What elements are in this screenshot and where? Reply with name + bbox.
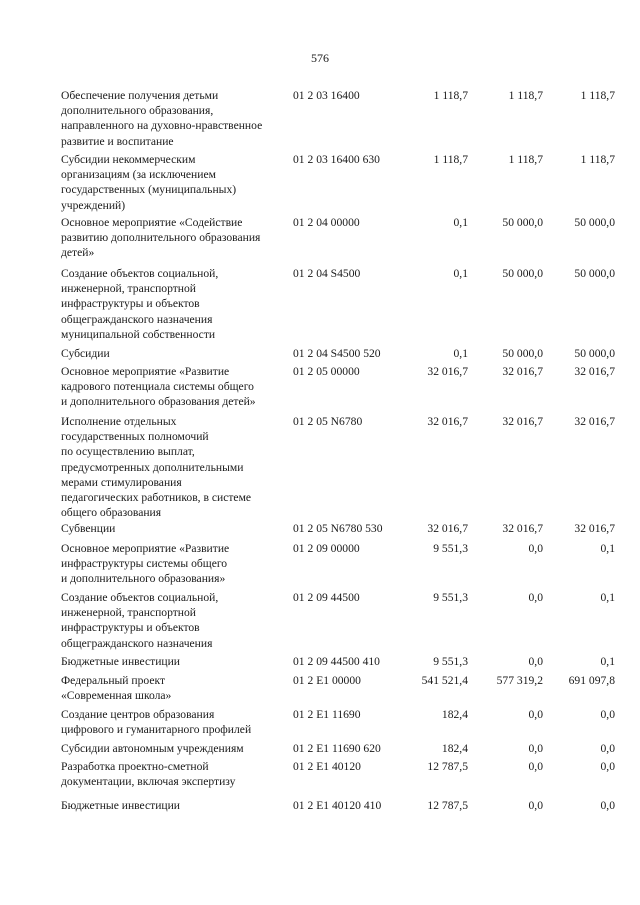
amount-year-2: 32 016,7: [502, 365, 543, 378]
description-line: и дополнительного образования»: [61, 572, 226, 586]
amount-year-3: 50 000,0: [574, 267, 615, 280]
amount-year-2: 50 000,0: [502, 267, 543, 280]
budget-code: 01 2 03 16400 630: [293, 153, 380, 166]
description-line: дополнительного образования,: [61, 104, 214, 118]
description-line: муниципальной собственности: [61, 327, 216, 341]
description-line: Основное мероприятие «Развитие: [61, 542, 230, 555]
amount-year-1: 1 118,7: [433, 153, 468, 166]
description-line: Субсидии автономным учреждениям: [61, 742, 244, 755]
description-line: учреждений): [61, 198, 126, 212]
amount-year-2: 0,0: [528, 708, 543, 721]
budget-code: 01 2 E1 00000: [293, 674, 361, 687]
amount-year-2: 50 000,0: [502, 347, 543, 360]
amount-year-3: 0,0: [600, 742, 615, 755]
row-description: [61, 266, 291, 342]
row-description: [61, 741, 291, 756]
description-line: Бюджетные инвестиции: [61, 799, 181, 812]
amount-year-2: 0,0: [528, 760, 543, 773]
description-line: педагогических работников, в системе: [61, 491, 252, 505]
row-description: [61, 215, 291, 261]
amount-year-1: 32 016,7: [427, 522, 468, 535]
row-description: [61, 88, 291, 149]
description-line: Создание объектов социальной,: [61, 591, 219, 604]
description-line: кадрового потенциала системы общего: [61, 380, 254, 394]
amount-year-1: 32 016,7: [427, 415, 468, 428]
description-line: Создание центров образования: [61, 708, 215, 721]
budget-code: 01 2 E1 11690 620: [293, 742, 381, 755]
amount-year-1: 0,1: [453, 216, 468, 229]
amount-year-3: 1 118,7: [580, 153, 615, 166]
description-line: Исполнение отдельных: [61, 415, 177, 428]
description-line: направленного на духовно-нравственное: [61, 119, 263, 133]
amount-year-2: 1 118,7: [508, 89, 543, 102]
description-line: развитие и воспитание: [61, 134, 174, 148]
description-line: государственных полномочий: [61, 430, 209, 444]
description-line: Субсидии: [61, 347, 110, 360]
budget-code: 01 2 04 00000: [293, 216, 360, 229]
description-line: предусмотренных дополнительными: [61, 460, 244, 474]
amount-year-1: 0,1: [453, 347, 468, 360]
amount-year-2: 32 016,7: [502, 522, 543, 535]
amount-year-2: 0,0: [528, 655, 543, 668]
amount-year-3: 0,1: [600, 655, 615, 668]
description-line: детей»: [61, 246, 95, 260]
row-description: [61, 654, 291, 669]
description-line: инфраструктуры и объектов: [61, 621, 200, 635]
row-description: [61, 521, 291, 536]
amount-year-2: 0,0: [528, 542, 543, 555]
description-line: общегражданского назначения: [61, 636, 213, 650]
amount-year-3: 50 000,0: [574, 347, 615, 360]
budget-code: 01 2 09 00000: [293, 542, 360, 555]
description-line: «Современная школа»: [61, 689, 172, 703]
amount-year-1: 182,4: [441, 742, 468, 755]
budget-code: 01 2 09 44500 410: [293, 655, 380, 668]
row-description: [61, 152, 291, 213]
description-line: инфраструктуры и объектов: [61, 297, 200, 311]
amount-year-3: 0,0: [600, 708, 615, 721]
amount-year-2: 32 016,7: [502, 415, 543, 428]
description-line: Субвенции: [61, 522, 116, 535]
amount-year-2: 0,0: [528, 591, 543, 604]
amount-year-2: 0,0: [528, 742, 543, 755]
amount-year-3: 32 016,7: [574, 365, 615, 378]
amount-year-1: 9 551,3: [433, 542, 468, 555]
amount-year-3: 0,1: [600, 542, 615, 555]
row-description: [61, 759, 291, 789]
amount-year-2: 0,0: [528, 799, 543, 812]
budget-code: 01 2 E1 40120: [293, 760, 361, 773]
description-line: и дополнительного образования детей»: [61, 395, 256, 409]
description-line: документации, включая экспертизу: [61, 775, 236, 789]
description-line: государственных (муниципальных): [61, 183, 237, 197]
amount-year-1: 9 551,3: [433, 591, 468, 604]
amount-year-2: 577 319,2: [496, 674, 543, 687]
description-line: Основное мероприятие «Развитие: [61, 365, 230, 378]
description-line: цифрового и гуманитарного профилей: [61, 723, 252, 737]
description-line: инженерной, транспортной: [61, 606, 196, 620]
budget-code: 01 2 05 N6780: [293, 415, 363, 428]
row-description: [61, 346, 291, 361]
row-description: [61, 590, 291, 651]
amount-year-3: 50 000,0: [574, 216, 615, 229]
amount-year-1: 32 016,7: [427, 365, 468, 378]
description-line: Бюджетные инвестиции: [61, 655, 181, 668]
row-description: [61, 707, 291, 737]
description-line: организациям (за исключением: [61, 168, 216, 182]
budget-code: 01 2 05 00000: [293, 365, 360, 378]
amount-year-3: 0,0: [600, 799, 615, 812]
description-line: Субсидии некоммерческим: [61, 153, 196, 166]
budget-code: 01 2 E1 11690: [293, 708, 361, 721]
row-description: [61, 364, 291, 410]
budget-code: 01 2 09 44500: [293, 591, 360, 604]
row-description: [61, 414, 291, 520]
amount-year-1: 9 551,3: [433, 655, 468, 668]
budget-code: 01 2 04 S4500 520: [293, 347, 381, 360]
description-line: Разработка проектно-сметной: [61, 760, 209, 773]
budget-code: 01 2 E1 40120 410: [293, 799, 382, 812]
description-line: Создание объектов социальной,: [61, 267, 219, 280]
description-line: развитию дополнительного образования: [61, 231, 261, 245]
amount-year-2: 1 118,7: [508, 153, 543, 166]
description-line: инфраструктуры системы общего: [61, 557, 228, 571]
description-line: инженерной, транспортной: [61, 282, 196, 296]
amount-year-1: 12 787,5: [427, 799, 468, 812]
amount-year-1: 12 787,5: [427, 760, 468, 773]
amount-year-1: 541 521,4: [421, 674, 468, 687]
amount-year-1: 1 118,7: [433, 89, 468, 102]
amount-year-3: 32 016,7: [574, 415, 615, 428]
description-line: общего образования: [61, 506, 162, 520]
amount-year-3: 691 097,8: [568, 674, 615, 687]
row-description: [61, 541, 291, 587]
amount-year-3: 32 016,7: [574, 522, 615, 535]
description-line: по осуществлению выплат,: [61, 445, 195, 459]
amount-year-1: 0,1: [453, 267, 468, 280]
budget-code: 01 2 05 N6780 530: [293, 522, 383, 535]
row-description: [61, 798, 291, 813]
amount-year-3: 0,0: [600, 760, 615, 773]
amount-year-3: 0,1: [600, 591, 615, 604]
budget-code: 01 2 03 16400: [293, 89, 360, 102]
row-description: [61, 673, 291, 703]
page-number: 576: [311, 51, 329, 65]
amount-year-3: 1 118,7: [580, 89, 615, 102]
amount-year-1: 182,4: [441, 708, 468, 721]
amount-year-2: 50 000,0: [502, 216, 543, 229]
description-line: мерами стимулирования: [61, 475, 182, 489]
description-line: Обеспечение получения детьми: [61, 89, 219, 102]
budget-code: 01 2 04 S4500: [293, 267, 361, 280]
description-line: Основное мероприятие «Содействие: [61, 216, 243, 229]
description-line: Федеральный проект: [61, 674, 166, 687]
description-line: общегражданского назначения: [61, 312, 213, 326]
